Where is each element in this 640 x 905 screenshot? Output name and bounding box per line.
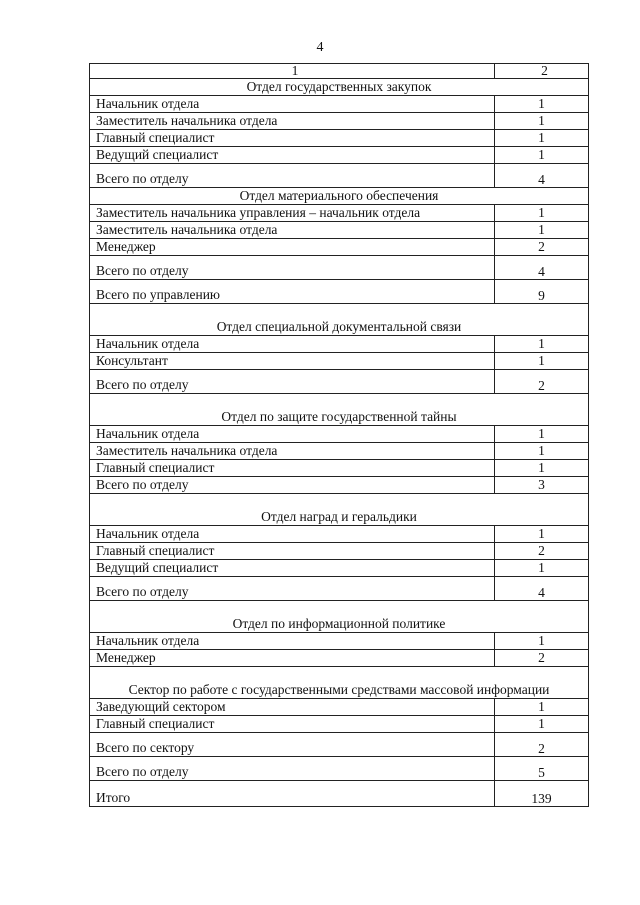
position-count: 1 — [495, 353, 589, 370]
position-row — [90, 239, 589, 256]
position-title: Ведущий специалист — [90, 560, 495, 577]
department-heading: Сектор по работе с государственными средствами массовой информации — [90, 667, 589, 699]
position-count: 1 — [495, 460, 589, 477]
position-row — [90, 426, 589, 443]
total-count: 5 — [495, 757, 589, 781]
staffing-table-body — [90, 64, 589, 807]
department-heading-row — [90, 494, 589, 526]
total-label: Всего по отделу — [90, 577, 495, 601]
department-heading: Отдел материального обеспечения — [90, 188, 589, 205]
total-row — [90, 256, 589, 280]
department-heading: Отдел специальной документальной связи — [90, 304, 589, 336]
total-row — [90, 577, 589, 601]
position-row — [90, 560, 589, 577]
position-title: Начальник отдела — [90, 633, 495, 650]
department-heading-row — [90, 79, 589, 96]
position-row — [90, 650, 589, 667]
position-title: Начальник отдела — [90, 526, 495, 543]
total-count: 4 — [495, 164, 589, 188]
position-count: 1 — [495, 222, 589, 239]
grand-total-row — [90, 781, 589, 807]
position-row — [90, 147, 589, 164]
position-count: 1 — [495, 716, 589, 733]
department-heading-row — [90, 304, 589, 336]
page-number: 4 — [316, 40, 324, 55]
total-label: Итого — [90, 781, 495, 807]
position-row — [90, 353, 589, 370]
position-count: 1 — [495, 526, 589, 543]
position-title: Начальник отдела — [90, 336, 495, 353]
position-row — [90, 113, 589, 130]
position-row — [90, 205, 589, 222]
total-label: Всего по сектору — [90, 733, 495, 757]
total-count: 2 — [495, 733, 589, 757]
total-row — [90, 370, 589, 394]
department-heading-row — [90, 601, 589, 633]
position-count: 1 — [495, 113, 589, 130]
position-row — [90, 633, 589, 650]
position-count: 1 — [495, 96, 589, 113]
total-count: 139 — [495, 781, 589, 807]
position-row — [90, 222, 589, 239]
total-row — [90, 757, 589, 781]
position-count: 1 — [495, 699, 589, 716]
department-heading-row — [90, 188, 589, 205]
position-title: Ведущий специалист — [90, 147, 495, 164]
total-label: Всего по отделу — [90, 370, 495, 394]
position-count: 2 — [495, 239, 589, 256]
position-count: 1 — [495, 560, 589, 577]
position-row — [90, 96, 589, 113]
header-row — [90, 64, 589, 79]
total-count: 4 — [495, 256, 589, 280]
position-title: Заместитель начальника управления – начальник отдела — [90, 205, 495, 222]
position-title: Главный специалист — [90, 130, 495, 147]
department-heading: Отдел по защите государственной тайны — [90, 394, 589, 426]
total-count: 9 — [495, 280, 589, 304]
position-count: 1 — [495, 426, 589, 443]
position-title: Заместитель начальника отдела — [90, 113, 495, 130]
position-count: 2 — [495, 543, 589, 560]
position-count: 1 — [495, 205, 589, 222]
total-label: Всего по отделу — [90, 256, 495, 280]
total-count: 4 — [495, 577, 589, 601]
total-row — [90, 733, 589, 757]
position-row — [90, 699, 589, 716]
department-heading: Отдел по информационной политике — [90, 601, 589, 633]
position-title: Главный специалист — [90, 543, 495, 560]
position-row — [90, 477, 589, 494]
position-row — [90, 543, 589, 560]
position-title: Начальник отдела — [90, 96, 495, 113]
position-title: Главный специалист — [90, 716, 495, 733]
position-count: 2 — [495, 650, 589, 667]
position-count: 1 — [495, 336, 589, 353]
total-row — [90, 164, 589, 188]
position-row — [90, 443, 589, 460]
staffing-table — [89, 63, 589, 807]
position-title: Начальник отдела — [90, 426, 495, 443]
header-col-1: 1 — [90, 64, 495, 79]
department-heading-row — [90, 667, 589, 699]
total-label: Всего по управлению — [90, 280, 495, 304]
total-label: Всего по отделу — [90, 757, 495, 781]
total-count: 2 — [495, 370, 589, 394]
position-count: 1 — [495, 443, 589, 460]
position-row — [90, 716, 589, 733]
position-row — [90, 460, 589, 477]
position-title: Менеджер — [90, 650, 495, 667]
total-label: Всего по отделу — [90, 164, 495, 188]
position-title: Консультант — [90, 353, 495, 370]
position-title: Главный специалист — [90, 460, 495, 477]
position-count: 1 — [495, 130, 589, 147]
department-heading: Отдел наград и геральдики — [90, 494, 589, 526]
position-title: Заместитель начальника отдела — [90, 443, 495, 460]
header-col-2: 2 — [495, 64, 589, 79]
position-row — [90, 526, 589, 543]
department-heading-row — [90, 394, 589, 426]
position-row — [90, 336, 589, 353]
total-row — [90, 280, 589, 304]
position-title: Заведующий сектором — [90, 699, 495, 716]
position-count: 1 — [495, 147, 589, 164]
position-title: Заместитель начальника отдела — [90, 222, 495, 239]
position-count: 1 — [495, 633, 589, 650]
position-title: Всего по отделу — [90, 477, 495, 494]
department-heading: Отдел государственных закупок — [90, 79, 589, 96]
position-count: 3 — [495, 477, 589, 494]
position-title: Менеджер — [90, 239, 495, 256]
position-row — [90, 130, 589, 147]
